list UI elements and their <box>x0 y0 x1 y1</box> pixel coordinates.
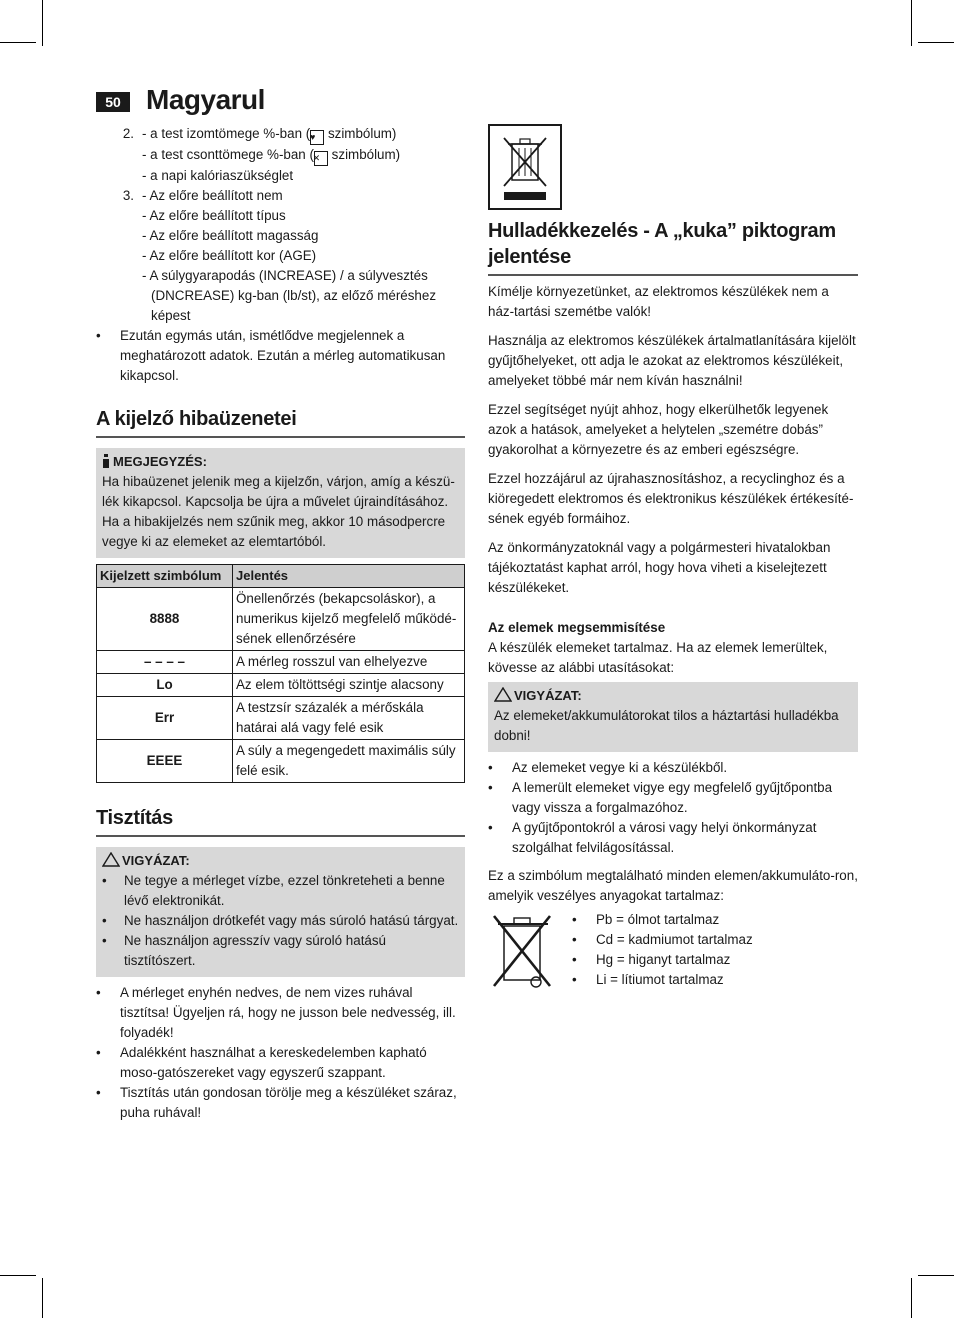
page-number: 50 <box>96 92 130 112</box>
table-row <box>97 674 465 697</box>
weee-bin-icon <box>488 124 562 210</box>
paragraph: Kímélje környezetünket, az elektromos készülékek nem a ház-tartási szemétbe valók! <box>488 284 829 319</box>
bullet-list <box>96 983 465 1123</box>
paragraph: Az önkormányzatoknál vagy a polgármesteri hivatalokban tájékoztatást kaphat arról, hogy hova viheti a kiselejtezett készülékeket. <box>488 540 831 595</box>
paragraph: Ez a szimbólum megtalálható minden elemen/akkumuláto-ron, amelyik veszélyes anyagokat tartalmaz: <box>488 868 858 903</box>
column-header: Jelentés <box>233 565 465 588</box>
meaning-cell: A súly a megengedett maximális súly felé esik. <box>233 740 465 783</box>
chemical-list <box>572 910 753 998</box>
list-item: • A lemerült elemeket vigye egy megfelelő gyűjtőpontba vagy vissza a forgalmazóhoz. <box>488 778 858 818</box>
note-box <box>96 448 465 558</box>
crop-mark <box>918 1275 954 1276</box>
list-number: 3. <box>122 188 134 203</box>
meaning-cell: Önellenőrzés (bekapcsoláskor), a numerikus kijelző megfelelő működé-sének ellenőrzésére <box>233 588 465 651</box>
list-item <box>96 186 465 326</box>
table-row <box>97 697 465 740</box>
table-row <box>97 740 465 783</box>
list-item: • Adalékként használhat a kereskedelemben kapható moso-gatószereket vagy egyszerű szappant. <box>96 1043 465 1083</box>
paragraph: Használja az elektromos készülékek ártalmatlanítására kijelölt gyűjtőhelyeket, ott adja le azokat az elektromos készülékeit, amelyeket többé már nem kíván használni! <box>488 333 856 388</box>
crop-mark <box>918 42 954 43</box>
warning-label: VIGYÁZAT: <box>514 688 582 703</box>
meaning-cell: Az elem töltöttségi szintje alacsony <box>233 674 465 697</box>
list-item: • Ne használjon agresszív vagy súroló hatású tisztítószert. <box>102 931 459 971</box>
list-item: • A gyűjtőpontokról a városi vagy helyi önkormányzat szolgálhat felvilágosítással. <box>488 818 858 858</box>
section-heading: Hulladékkezelés - A „kuka” piktogram jelentése <box>488 218 858 276</box>
subheading: Az elemek megsemmisítése <box>488 620 666 635</box>
symbol-cell: Err <box>97 697 233 740</box>
list-item: • Cd = kadmiumot tartalmaz <box>572 930 753 950</box>
column-header: Kijelzett szimbólum <box>97 565 233 588</box>
list-line: - a test izomtömege %-ban (♥ szimbólum) <box>142 124 465 145</box>
list-line: - Az előre beállított nem <box>142 188 283 203</box>
crossed-bin-icon <box>488 910 572 998</box>
list-line: - A súlygyarapodás (INCREASE) / a súlyvesztés (DNCREASE) kg-ban (lb/st), az előző méréshez képest <box>142 268 437 323</box>
note-text: Ha hibaüzenet jelenik meg a kijelzőn, várjon, amíg a készü-lék kikapcsol. Kapcsolja be újra a művelet újraindításához. Ha a hibakijelzés nem szűnik meg, akkor 10 másodpercre vegye ki az elemeket az elemtartóból. <box>102 474 455 549</box>
note-label: MEGJEGYZÉS: <box>113 454 207 469</box>
list-line: - Az előre beállított kor (AGE) <box>142 248 317 263</box>
warning-box <box>488 682 858 752</box>
paragraph: A készülék elemeket tartalmaz. Ha az elemek lemerültek, kövesse az alábbi utasításokat: <box>488 640 828 675</box>
list-line: - a test csonttömege %-ban (✕ szimbólum) <box>142 145 465 166</box>
bone-icon: ✕ <box>314 151 328 166</box>
symbol-cell: – – – – <box>97 651 233 674</box>
warning-box <box>96 847 465 977</box>
crop-mark <box>911 0 912 46</box>
crop-mark <box>0 42 36 43</box>
table-header-row <box>97 565 465 588</box>
list-item: • Li = lítiumot tartalmaz <box>572 970 753 990</box>
list-item: • Ne tegye a mérleget vízbe, ezzel tönkreteheti a benne lévő elektronikát. <box>102 871 459 911</box>
paragraph: Ezzel segítséget nyújt ahhoz, hogy elkerülhetők legyenek azok a hatások, amelyeket a helytelen „szemétre dobás” gyakorolhat a környezetre és az emberi egészségre. <box>488 402 829 457</box>
list-line: - a napi kalóriaszükséglet <box>142 168 294 183</box>
warning-icon <box>494 687 512 702</box>
warning-icon <box>102 852 120 867</box>
symbol-cell: Lo <box>97 674 233 697</box>
list-item <box>96 124 465 186</box>
crop-mark <box>0 1275 36 1276</box>
meaning-cell: A testzsír százalék a mérőskála határai alá vagy felé esik <box>233 697 465 740</box>
list-item: • Tisztítás után gondosan törölje meg a készüléket száraz, puha ruhával! <box>96 1083 465 1123</box>
crop-mark <box>42 0 43 46</box>
list-number: 2. <box>122 126 134 141</box>
list-item: • A mérleget enyhén nedves, de nem vizes ruhával tisztítsa! Ügyeljen rá, hogy ne jusson bele nedvesség, ill. folyadék! <box>96 983 465 1043</box>
section-heading: Tisztítás <box>96 805 465 837</box>
symbol-cell: EEEE <box>97 740 233 783</box>
error-table <box>96 564 465 783</box>
right-column <box>488 124 858 998</box>
warning-text: Az elemeket/akkumulátorokat tilos a háztartási hulladékba dobni! <box>494 708 839 743</box>
battery-symbol-block <box>488 910 858 998</box>
table-row <box>97 651 465 674</box>
paragraph: Ezzel hozzájárul az újrahasznosításhoz, a recyclinghoz és a kiöregedett elektromos és elektronikus készülékek értékesíté-sének egyéb formáihoz. <box>488 471 854 526</box>
list-line: - Az előre beállított típus <box>142 208 286 223</box>
page-title: Magyarul <box>146 84 265 115</box>
warning-label: VIGYÁZAT: <box>122 853 190 868</box>
crop-mark <box>42 1278 43 1318</box>
section-heading: A kijelző hibaüzenetei <box>96 406 465 438</box>
warning-list <box>102 871 459 971</box>
list-item: • Hg = higanyt tartalmaz <box>572 950 753 970</box>
table-row <box>97 588 465 651</box>
bullet-list <box>96 326 465 386</box>
list-item: • Az elemeket vegye ki a készülékből. <box>488 758 858 778</box>
muscle-icon: ♥ <box>310 130 324 145</box>
list-line: - Az előre beállított magasság <box>142 228 319 243</box>
info-icon <box>102 454 110 468</box>
list-item: • Ne használjon drótkefét vagy más súroló hatású tárgyat. <box>102 911 459 931</box>
crop-mark <box>911 1278 912 1318</box>
list-item: • Pb = ólmot tartalmaz <box>572 910 753 930</box>
meaning-cell: A mérleg rosszul van elhelyezve <box>233 651 465 674</box>
bullet-list <box>488 758 858 858</box>
left-column <box>96 124 465 1123</box>
list-item: • Ezután egymás után, ismétlődve megjelennek a meghatározott adatok. Ezután a mérleg automatikusan kikapcsol. <box>96 326 465 386</box>
symbol-cell: 8888 <box>97 588 233 651</box>
